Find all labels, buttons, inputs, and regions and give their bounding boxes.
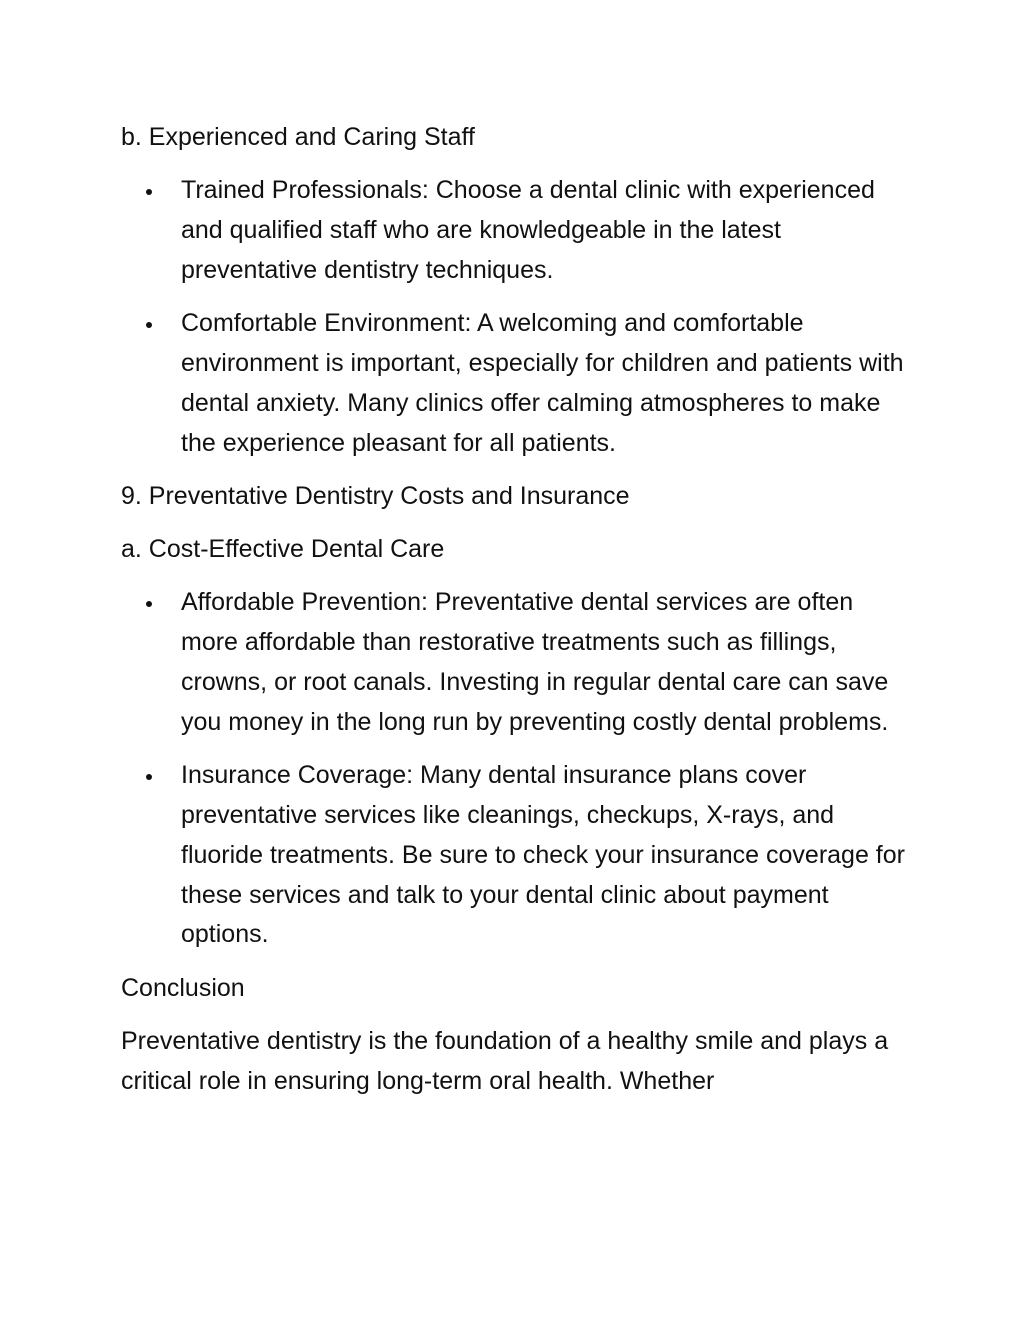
bullet-icon xyxy=(146,189,152,195)
bullet-icon xyxy=(146,774,152,780)
list-item xyxy=(121,171,911,290)
list-item-text: Trained Professionals: Choose a dental clinic with experienced and qualified staff who are knowledgeable in the latest preventative dentistry techniques. xyxy=(181,176,875,284)
list-item-text: Comfortable Environment: A welcoming and comfortable environment is important, especially for children and patients with dental anxiety. Many clinics offer calming atmospheres to make the experience pleasant for all patients. xyxy=(181,309,904,457)
list-item-text: Insurance Coverage: Many dental insurance plans cover preventative services like cleanings, checkups, X-rays, and fluoride treatments. Be sure to check your insurance coverage for these services and talk to your dental clinic about payment options. xyxy=(181,761,905,949)
section-heading-cost-effective: a. Cost-Effective Dental Care xyxy=(121,535,445,564)
list-item xyxy=(121,583,911,742)
list-item-text: Affordable Prevention: Preventative dental services are often more affordable than restorative treatments such as fillings, crowns, or root canals. Investing in regular dental care can save you money in the long run by preventing costly dental problems. xyxy=(181,588,889,736)
list-item xyxy=(121,756,911,955)
list-item xyxy=(121,304,911,463)
bullet-icon xyxy=(146,322,152,328)
bullet-icon xyxy=(146,601,152,607)
conclusion-paragraph: Preventative dentistry is the foundation of a healthy smile and plays a critical role in ensuring long-term oral health. Whether xyxy=(121,1026,889,1095)
section-heading-conclusion: Conclusion xyxy=(121,973,245,1002)
cost-bullet-list xyxy=(121,583,911,955)
staff-bullet-list xyxy=(121,171,911,463)
document-page xyxy=(121,118,911,1115)
section-heading-costs: 9. Preventative Dentistry Costs and Insurance xyxy=(121,481,630,510)
section-heading-staff: b. Experienced and Caring Staff xyxy=(121,123,475,151)
